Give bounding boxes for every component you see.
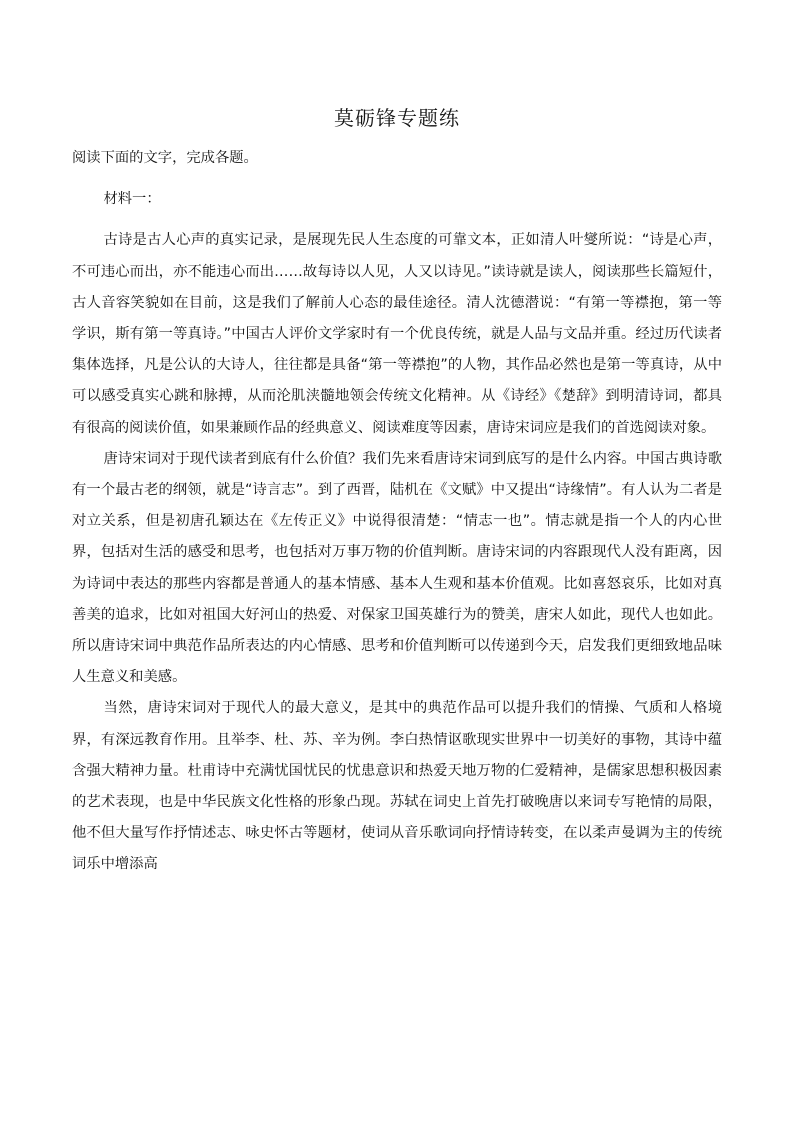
paragraph-3: 当然，唐诗宋词对于现代人的最大意义，是其中的典范作品可以提升我们的情操、气质和人格境界，有深远教育作用。且举李、杜、苏、辛为例。李白热情讴歌现实世界中一切美好的事物，其诗中蕴含强大精神力量。杜甫诗中充满忧国忧民的忧患意识和热爱天地万物的仁爱精神，是儒家思想积极因素的艺术表现，也是中华民族文化性格的形象凸现。苏轼在词史上首先打破晚唐以来词专写艳情的局限，他不但大量写作抒情述志、咏史怀古等题材，使词从音乐歌词向抒情诗转变，在以柔声曼调为主的传统词乐中增添高 [72, 700, 722, 873]
paragraph-2: 唐诗宋词对于现代读者到底有什么价值？我们先来看唐诗宋词到底写的是什么内容。中国古典诗歌有一个最古老的纲领，就是“诗言志”。到了西晋，陆机在《文赋》中又提出“诗缘情”。有人认为二者是对立关系，但是初唐孔颖达在《左传正义》中说得很清楚：“情志一也”。情志就是指一个人的内心世界，包括对生活的感受和思考，也包括对万事万物的价值判断。唐诗宋词的内容跟现代人没有距离，因为诗词中表达的那些内容都是普通人的基本情感、基本人生观和基本价值观。比如喜怒哀乐，比如对真善美的追求，比如对祖国大好河山的热爱、对保家卫国英雄行为的赞美，唐宋人如此，现代人也如此。所以唐诗宋词中典范作品所表达的内心情感、思考和价值判断可以传递到今天，启发我们更细致地品味人生意义和美感。 [72, 450, 722, 686]
document-body [72, 143, 722, 881]
instruction-text: 阅读下面的文字，完成各题。 [72, 150, 258, 166]
document-title: 莫砺锋专题练 [334, 106, 460, 130]
paragraph-1: 古诗是古人心声的真实记录，是展现先民人生态度的可靠文本，正如清人叶燮所说：“诗是心声，不可违心而出，亦不能违心而出……故每诗以人见，人又以诗见。”读诗就是读人，阅读那些长篇短什，古人音容笑貌如在目前，这是我们了解前人心态的最佳途径。清人沈德潜说：“有第一等襟抱，第一等学识，斯有第一等真诗。”中国古人评价文学家时有一个优良传统，就是人品与文品并重。经过历代读者集体选择，凡是公认的大诗人，往往都是具备“第一等襟抱”的人物，其作品必然也是第一等真诗，从中可以感受真实心跳和脉搏，从而沦肌浃髓地领会传统文化精神。从《诗经》《楚辞》到明清诗词，都具有很高的阅读价值，如果兼顾作品的经典意义、阅读难度等因素，唐诗宋词应是我们的首选阅读对象。 [72, 232, 722, 436]
section-label: 材料一： [103, 191, 161, 208]
